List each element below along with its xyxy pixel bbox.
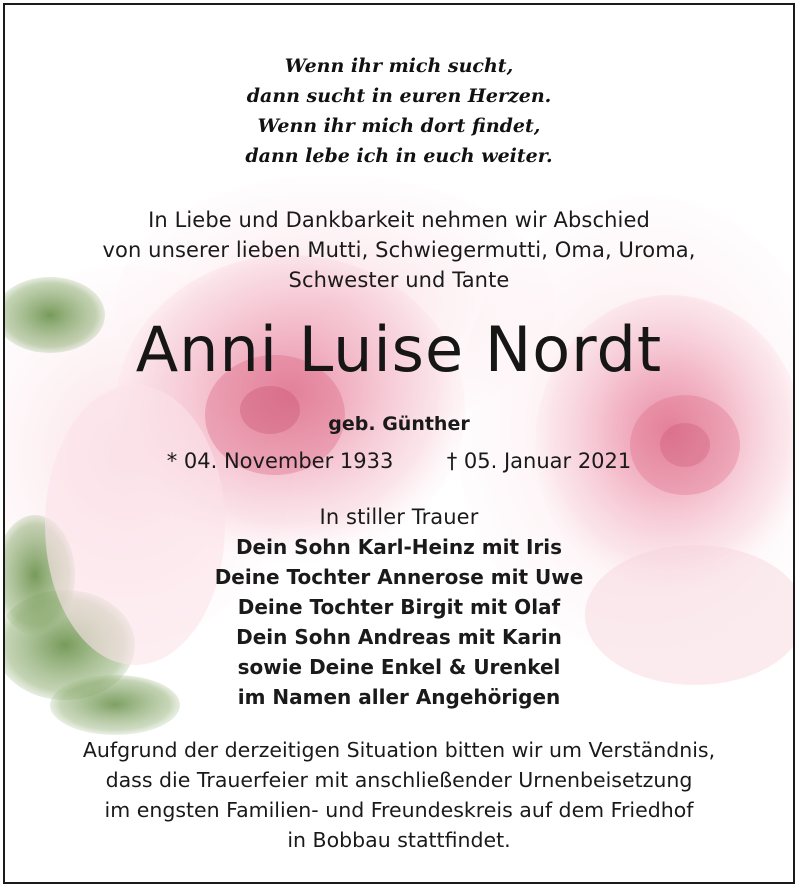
- notice-line: in Bobbau stattfindet.: [287, 828, 511, 852]
- motto-line: dann lebe ich in euch weiter.: [245, 145, 553, 167]
- mourner-line: im Namen aller Angehörigen: [237, 685, 561, 709]
- obituary-text: [5, 5, 793, 882]
- mourner-line: Dein Sohn Karl-Heinz mit Iris: [235, 535, 563, 559]
- mourner-line: Deine Tochter Birgit mit Olaf: [237, 595, 561, 619]
- notice-line: Aufgrund der derzeitigen Situation bitten wir um Verständnis,: [82, 738, 716, 762]
- obituary-card: [3, 3, 795, 884]
- intro-line: von unserer lieben Mutti, Schwiegermutti, Oma, Uroma,: [102, 238, 696, 262]
- mourning-title: In stiller Trauer: [319, 505, 479, 529]
- notice-line: im engsten Familien- und Freundeskreis auf dem Friedhof: [104, 798, 694, 822]
- life-dates: [5, 449, 793, 473]
- intro-line: In Liebe und Dankbarkeit nehmen wir Abschied: [148, 208, 650, 232]
- intro-line: Schwester und Tante: [288, 268, 510, 292]
- birth-name: geb. Günther: [328, 413, 470, 435]
- mourner-line: Dein Sohn Andreas mit Karin: [236, 625, 562, 649]
- deceased-name: Anni Luise Nordt: [135, 313, 663, 386]
- motto-line: dann sucht in euren Herzen.: [246, 85, 552, 107]
- mourner-line: Deine Tochter Annerose mit Uwe: [214, 565, 584, 589]
- notice-line: dass die Trauerfeier mit anschließender Urnenbeisetzung: [105, 768, 693, 792]
- death-date: † 05. Januar 2021: [446, 449, 632, 473]
- motto-line: Wenn ihr mich sucht,: [284, 55, 514, 77]
- mourner-line: sowie Deine Enkel & Urenkel: [237, 655, 561, 679]
- birth-date: * 04. November 1933: [166, 449, 394, 473]
- motto-line: Wenn ihr mich dort findet,: [257, 115, 541, 137]
